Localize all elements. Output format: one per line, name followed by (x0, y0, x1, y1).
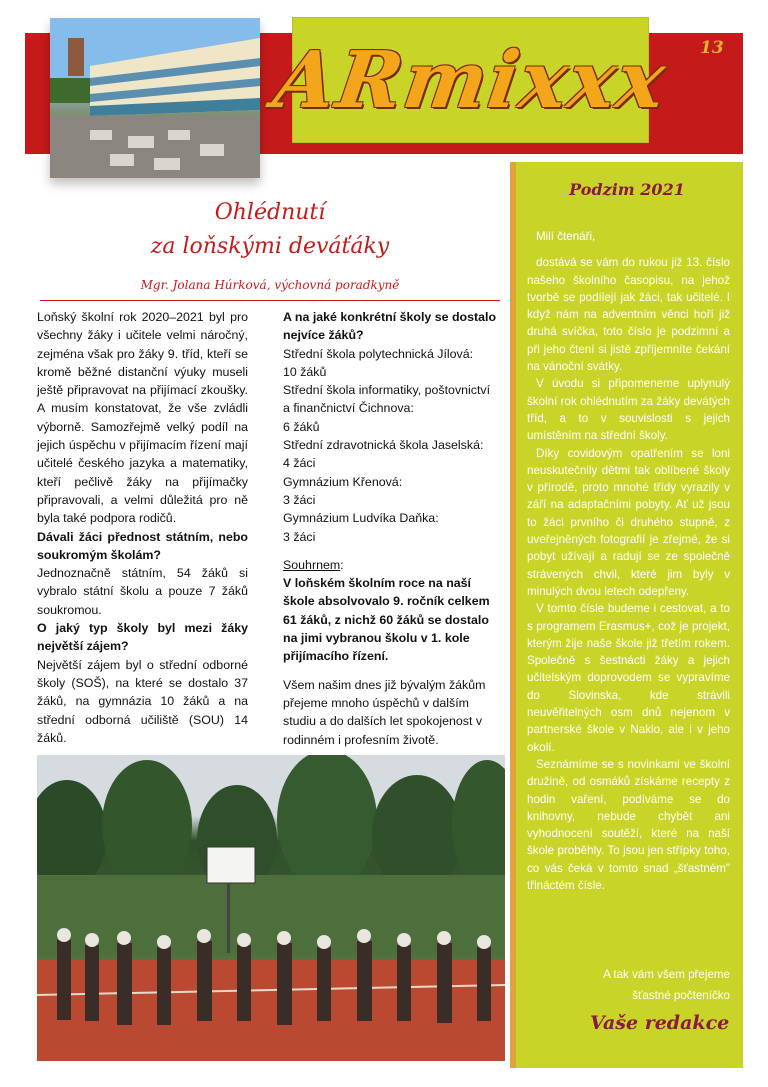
editorial-paragraph: V úvodu si připomeneme uplynulý školní rok ohlédnutím za žáky devátých tříd, a to v souvislosti s jejich umístěním na střední školy. (527, 377, 730, 443)
spacer (283, 666, 497, 676)
magazine-logo: ARmixxx (268, 34, 673, 126)
editorial-closing (527, 964, 730, 1006)
school-name: Gymnázium Křenová: (283, 474, 403, 489)
issue-season: Podzim 2021 (569, 180, 685, 199)
students-photo-illustration (37, 755, 505, 1061)
article-title-line2: za loňskými deváťáky (150, 234, 390, 259)
closing-line-1: A tak vám všem přejeme (603, 968, 730, 981)
article-title (40, 196, 500, 264)
article-intro: Loňský školní rok 2020–2021 byl pro všechny žáky i učitele velmi náročný, zejména však pro žáky 9. tříd, kteří se kromě běžné distanční výuky museli ještě připravovat na přijímací zkoušky. A musím konstatovat, že vše zvládli výborně. Samozřejmě velký podíl na jejich úspěchu v přijímacím řízení mají učitelé českého jazyka a matematiky, kteří pečlivě žáky na přijímačky připravovali, a velmi důležitá pro ně byla také podpora rodičů. (37, 310, 248, 526)
summary-colon: : (340, 557, 344, 572)
question-2: O jaký typ školy byl mezi žáky největší zájem? (37, 621, 248, 654)
magazine-logo-box (268, 18, 673, 142)
school-count: 4 žáci (283, 456, 316, 471)
school-count: 3 žáci (283, 529, 316, 544)
closing-wish: Všem našim dnes již bývalým žákům přejeme mnoho úspěchů v dalším studiu a do dalších let spokojenost v rodinném i profesním životě. (283, 677, 486, 747)
spacer (283, 546, 497, 556)
school-building-photo (50, 18, 260, 178)
answer-2: Největší zájem byl o střední odborné školy (SOŠ), na které se dostalo 37 žáků, na gymnázia 10 žáků a na střední odborná učiliště (SOU) 14 žáků. (37, 657, 248, 745)
editorial-paragraph: V tomto čísle budeme i cestovat, a to s programem Erasmus+, což je projekt, kterým žije naše škole již třetím rokem. Společně s šestnácti žáky a jejich učitelským doprovodem se vypravíme do Slovinska, kde strávili neuvěřitelných osm dnů nejenom v partnerské škole v Naklo, ale i v jeho okolí. (527, 602, 730, 754)
editorial-greeting: Milí čtenáři, (536, 230, 596, 243)
editorial-paragraph: Díky covidovým opatřením se loni neuskutečnily dětmi tak oblíbené školy v přírodě, proto mnohé třídy vyrazily v září na adaptačními pobyty. Ať už jsou to žáci prvního či druhého stupně, z uveřejněných fotografií je zřejmé, že si pobyt užívají a radují se ze společně strávených chvil, které jim byly v minulých dvou letech odepřeny. (527, 446, 730, 598)
question-3: A na jaké konkrétní školy se dostalo nejvíce žáků? (283, 310, 497, 343)
editorial-paragraph: Seznámíme se s novinkami ve školní družině, od osmáků získáme recepty z hodin vaření, podíváme se do knihovny, nebude chybět ani vyhodnocení soutěží, které na naší škole proběhly. To jsou jen střípky toho, co vás čeká v tomto snad „šťastném" třináctém čísle. (527, 757, 730, 892)
page-number: 13 (700, 38, 724, 58)
article-author: Mgr. Jolana Húrková, výchovná poradkyně (140, 278, 400, 292)
school-name: Střední škola polytechnická Jílová: (283, 346, 474, 361)
article-column-right (283, 308, 497, 749)
spacer (527, 245, 730, 254)
school-name: Střední zdravotnická škola Jaselská: (283, 438, 484, 453)
summary-label: Souhrnem (283, 557, 341, 572)
editorial-text (527, 228, 730, 894)
students-basketball-court-photo (37, 755, 505, 1061)
question-1: Dávali žáci přednost státním, nebo soukromým školám? (37, 529, 248, 562)
answer-1: Jednoznačně státním, 54 žáků si vybralo státní školu a pouze 7 žáků soukromou. (37, 566, 248, 617)
editorial-signature: Vaše redakce (590, 1012, 730, 1034)
article-title-line1: Ohlédnutí (214, 200, 326, 225)
summary-text: V loňském školním roce na naší škole absolvovalo 9. ročník celkem 61 žáků, z nichž 60 žáků se dostalo na jimi vybranou školu v 1. kole přijímacího řízení. (283, 576, 490, 664)
school-name: Střední škola informatiky, poštovnictví a finančnictví Čichnova: (283, 383, 491, 416)
title-divider (40, 300, 500, 301)
closing-line-2: šťastné počteníčko (632, 989, 730, 1002)
school-name: Gymnázium Ludvíka Daňka: (283, 511, 439, 526)
school-count: 10 žáků (283, 364, 327, 379)
school-building-illustration (50, 18, 260, 178)
editorial-paragraph: dostává se vám do rukou již 13. číslo našeho školního časopisu, na jehož tvorbě se podílejí jak žáci, tak učitelé. I když nám na adventním věnci hoří již druhá svíčka, toto číslo je podzimní a při jeho čtení si jistě zpříjemníte čekání na vánoční svátky. (527, 256, 730, 374)
article-column-left (37, 308, 248, 747)
school-count: 3 žáci (283, 492, 316, 507)
school-count: 6 žáků (283, 419, 320, 434)
summary-heading (283, 556, 497, 574)
